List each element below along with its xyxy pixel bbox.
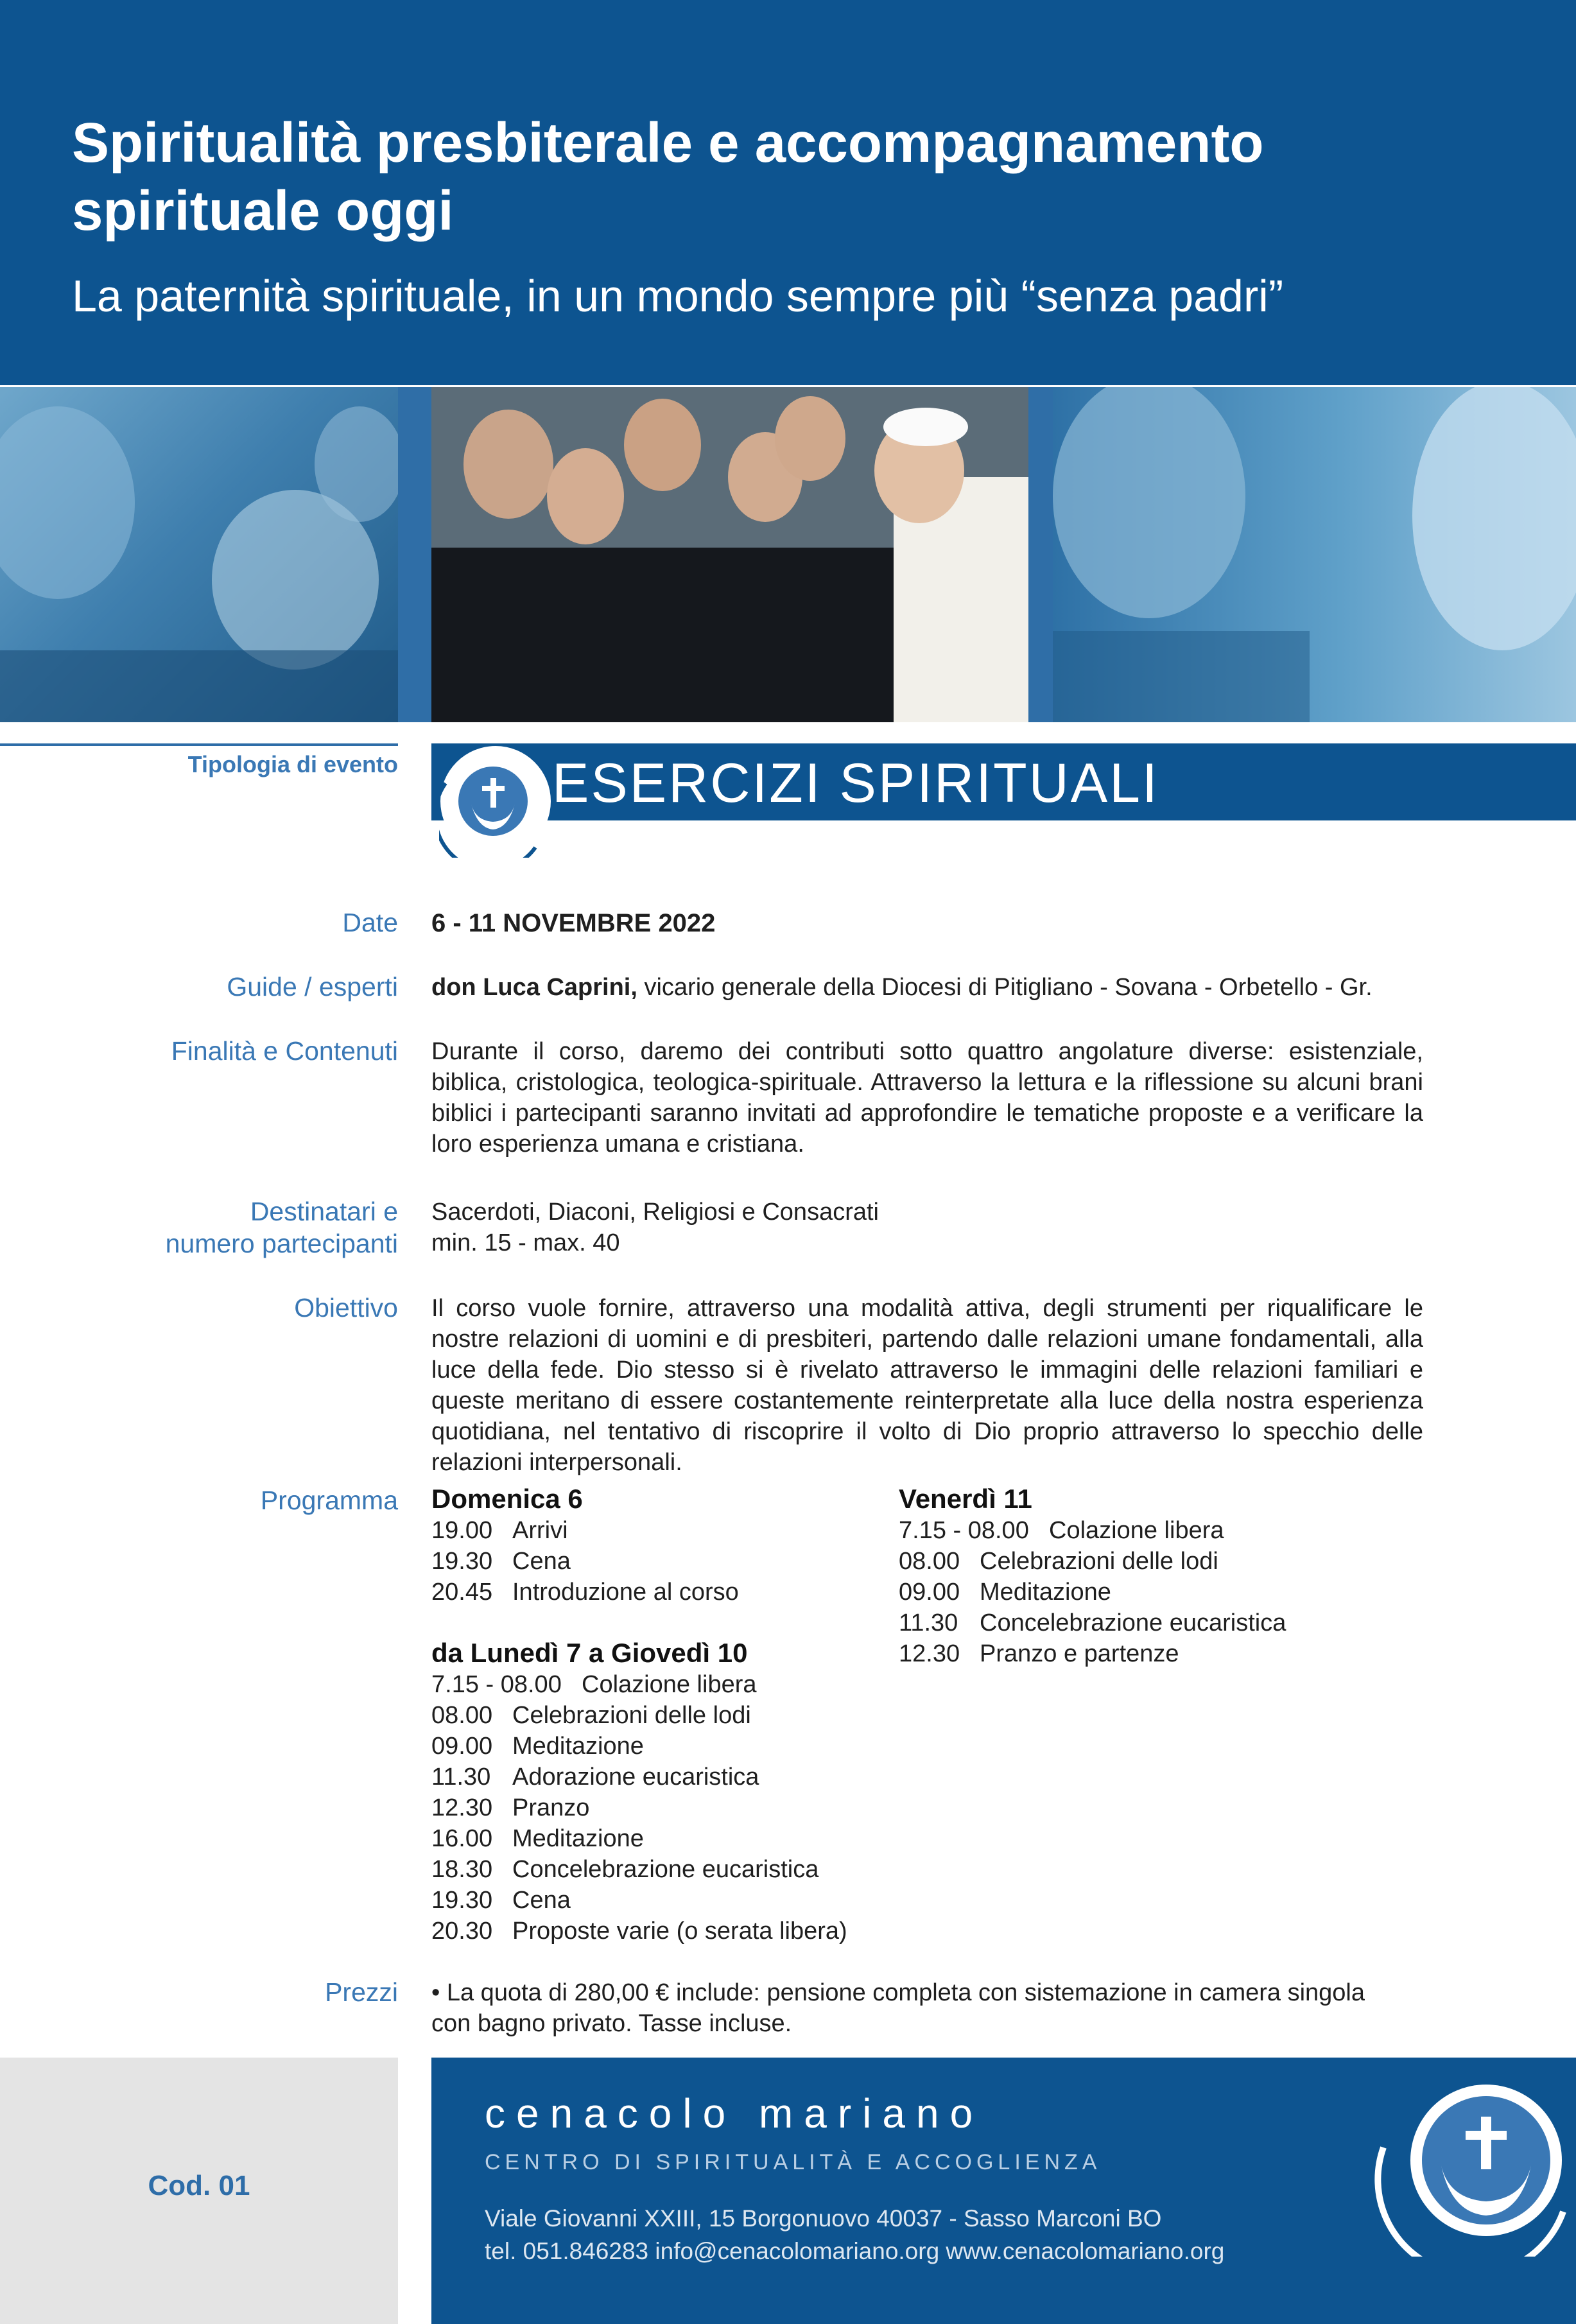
program-item	[431, 1515, 881, 1546]
program-time: 11.30	[431, 1764, 491, 1791]
program-label: Programma	[260, 1486, 398, 1515]
objective-text: Il corso vuole fornire, attraverso una modalità attiva, degli strumenti per riqualificare le nostre relazioni di uomini e di presbiteri, partendo dalle relazioni umane fondamentali, alla luce della fede. Dio stesso si è rivelato attraverso le immagini delle relazioni familiari e queste meritano di essere costantemente reinterpretate alla luce della nostra esperienza quotidiana, nel tentativo di riscoprire il volto di Dio proprio attraverso lo specchio delle relazioni interpersonali.	[431, 1295, 1423, 1476]
program-day-title: da Lunedì 7 a Giovedì 10	[431, 1638, 748, 1668]
program-time: 20.30	[431, 1918, 493, 1945]
page-subtitle: La paternità spirituale, in un mondo sempre più “senza padri”	[72, 271, 1284, 321]
program-time: 16.00	[431, 1825, 493, 1852]
program-day	[431, 1637, 881, 1947]
program-activity: Pranzo	[512, 1794, 590, 1821]
program-activity: Pranzo e partenze	[980, 1640, 1179, 1667]
photo-priests-pope	[431, 387, 1028, 722]
program-time: 11.30	[899, 1609, 958, 1636]
program-activity: Concelebrazione eucaristica	[512, 1856, 819, 1883]
program-time: 08.00	[899, 1548, 960, 1575]
brand-subtitle: CENTRO DI SPIRITUALITÀ E ACCOGLIENZA	[485, 2150, 1102, 2174]
program-day-title: Domenica 6	[431, 1484, 583, 1514]
program-time: 08.00	[431, 1702, 493, 1729]
program-day	[431, 1483, 881, 1608]
audience-label-line: Destinatari e	[250, 1197, 398, 1226]
aims-label: Finalità e Contenuti	[171, 1036, 398, 1066]
program-item	[899, 1546, 1412, 1577]
program-time: 09.00	[431, 1733, 493, 1760]
program-activity: Meditazione	[512, 1825, 644, 1852]
event-type-label: Tipologia di evento	[187, 751, 398, 777]
program-activity: Cena	[512, 1548, 571, 1575]
program-item	[431, 1792, 881, 1823]
date-value: 6 - 11 NOVEMBRE 2022	[431, 909, 716, 937]
program-item	[431, 1546, 881, 1577]
logo-icon	[439, 745, 552, 858]
program-item	[431, 1916, 881, 1947]
photo-seminarians	[0, 387, 398, 722]
program-day	[899, 1483, 1412, 1669]
audience-label-line: numero partecipanti	[165, 1229, 398, 1258]
page-title: Spiritualità presbiterale e accompagnamento spirituale oggi	[72, 112, 1264, 242]
brand-name: cenacolo mariano	[485, 2090, 984, 2137]
program-activity: Arrivi	[512, 1517, 568, 1544]
program-item	[431, 1577, 881, 1608]
aims-text: Durante il corso, daremo dei contributi sotto quattro angolature diverse: esistenziale, biblica, cristologica, teologica-spirituale. Attraverso la lettura e la riflessione su alcuni brani biblici i partecipanti saranno invitati ad approfondire le tematiche proposte e a verificare la loro esperienza umana e cristiana.	[431, 1038, 1423, 1158]
program-item	[431, 1885, 881, 1916]
address: Viale Giovanni XXIII, 15 Borgonuovo 40037 - Sasso Marconi BO	[485, 2205, 1162, 2232]
audience-label	[0, 1195, 398, 1260]
program-activity: Adorazione eucaristica	[512, 1764, 759, 1791]
program-item	[431, 1700, 881, 1731]
program-item	[431, 1731, 881, 1762]
prices-label: Prezzi	[325, 1977, 398, 2007]
program-item	[431, 1669, 881, 1700]
audience-line: min. 15 - max. 40	[431, 1229, 620, 1256]
guide-name: don Luca Caprini,	[431, 974, 637, 1001]
program-activity: Cena	[512, 1887, 571, 1914]
program-time: 19.30	[431, 1548, 493, 1575]
program-item	[899, 1638, 1412, 1669]
divider	[0, 743, 398, 746]
program-time: 12.30	[899, 1640, 960, 1667]
guide-role: vicario generale della Diocesi di Pitigliano - Sovana - Orbetello - Gr.	[637, 974, 1373, 1001]
program-activity: Meditazione	[980, 1579, 1111, 1606]
program-activity: Concelebrazione eucaristica	[980, 1609, 1286, 1636]
guides-label: Guide / esperti	[227, 972, 398, 1002]
audience-line: Sacerdoti, Diaconi, Religiosi e Consacrati	[431, 1199, 879, 1226]
program-item	[431, 1823, 881, 1854]
program-time: 12.30	[431, 1794, 493, 1821]
program-time: 19.00	[431, 1517, 493, 1544]
program-item	[431, 1762, 881, 1792]
program-activity: Celebrazioni delle lodi	[980, 1548, 1218, 1575]
program-time: 20.45	[431, 1579, 493, 1606]
date-label: Date	[342, 908, 398, 937]
program-time: 19.30	[431, 1887, 493, 1914]
program-activity: Introduzione al corso	[512, 1579, 739, 1606]
program-activity: Colazione libera	[582, 1671, 757, 1698]
program-time: 7.15 - 08.00	[899, 1517, 1029, 1544]
photo-closeup	[1053, 387, 1576, 722]
contacts: tel. 051.846283 info@cenacolomariano.org www.cenacolomariano.org	[485, 2238, 1225, 2264]
program-time: 09.00	[899, 1579, 960, 1606]
prices-text: • La quota di 280,00 € include: pensione completa con sistemazione in camera singola con bagno privato. Tasse incluse.	[431, 1979, 1365, 2037]
course-code: Cod. 01	[148, 2170, 250, 2201]
program-item	[899, 1577, 1412, 1608]
guides-value	[431, 972, 1423, 1003]
program-activity: Meditazione	[512, 1733, 644, 1760]
photo-divider	[1028, 387, 1053, 722]
objective-label: Obiettivo	[294, 1293, 398, 1322]
audience-value	[431, 1197, 1423, 1258]
program-time: 18.30	[431, 1856, 493, 1883]
program-activity: Colazione libera	[1049, 1517, 1224, 1544]
event-type-value: ESERCIZI SPIRITUALI	[552, 752, 1159, 814]
program-time: 7.15 - 08.00	[431, 1671, 562, 1698]
program-item	[899, 1515, 1412, 1546]
photo-divider	[398, 387, 431, 722]
program-day-title: Venerdì 11	[899, 1484, 1032, 1514]
program-item	[899, 1608, 1412, 1638]
logo-icon	[1371, 2051, 1576, 2257]
program-item	[431, 1854, 881, 1885]
program-activity: Proposte varie (o serata libera)	[512, 1918, 847, 1945]
program-activity: Celebrazioni delle lodi	[512, 1702, 751, 1729]
